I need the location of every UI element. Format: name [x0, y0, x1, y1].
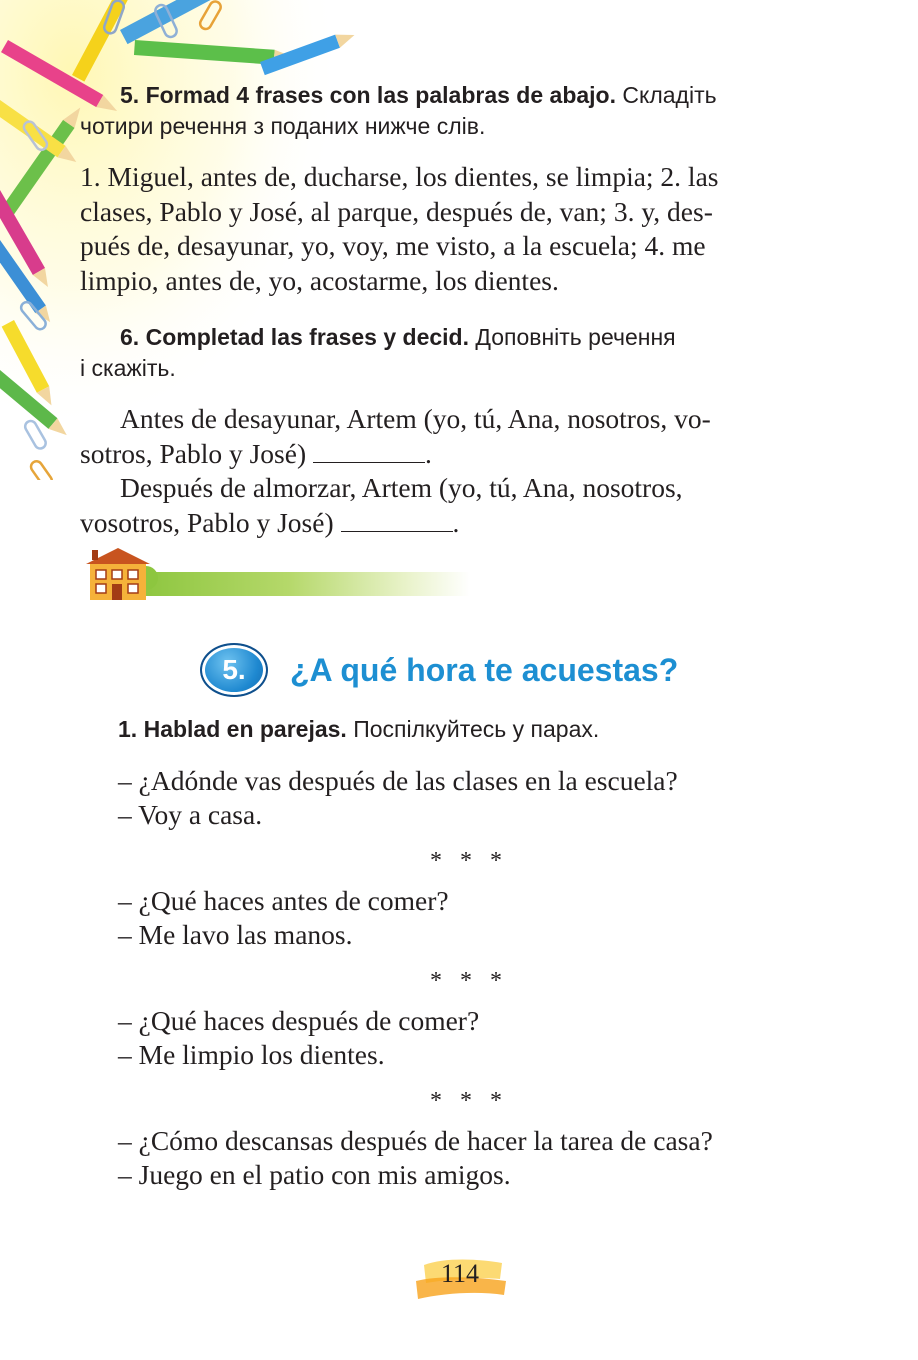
dialog-1 [118, 764, 858, 832]
task5-heading [80, 80, 844, 142]
task6-number: 6. [120, 324, 140, 350]
task6-text: sotros, Pablo y José) [80, 437, 307, 469]
dialog-answer: – Me lavo las manos. [118, 919, 353, 950]
task5-title-uk-line2: чотири речення з поданих нижче слів. [80, 113, 486, 139]
task6-paragraph-2-line2 [80, 506, 844, 541]
task6-paragraph-1-line1: Antes de desayunar, Artem (yo, tú, Ana, nosotros, vo- [120, 403, 711, 434]
dialog-separator: * * * [430, 968, 508, 994]
task6-title-uk-line2: і скажіть. [80, 355, 176, 381]
answer-blank[interactable] [313, 444, 425, 463]
task1-title-uk: Поспілкуйтесь у парах. [353, 716, 600, 742]
task6-paragraph-2-line1: Después de almorzar, Artem (yo, tú, Ana, nosotros, [120, 472, 683, 503]
page-number-area [410, 1255, 510, 1305]
dialog-separator: * * * [430, 848, 508, 874]
period: . [425, 437, 432, 469]
dialog-answer: – Me limpio los dientes. [118, 1039, 385, 1070]
task5-title-es: Formad 4 frases con las palabras de abajo. [145, 82, 616, 108]
lesson-number-badge: 5. [200, 643, 268, 697]
task5-body [80, 160, 844, 298]
dialog-2 [118, 884, 858, 952]
dialog-question: – ¿Cómo descansas después de hacer la tarea de casa? [118, 1125, 713, 1156]
task6-paragraph-1-line2 [80, 437, 844, 472]
task5-line: clases, Pablo y José, al parque, después de, van; 3. y, des- [80, 195, 713, 227]
dialog-question: – ¿Qué haces después de comer? [118, 1005, 480, 1036]
task6-body [80, 402, 844, 540]
task6-title-uk: Доповніть речення [475, 324, 676, 350]
task5-line: 1. Miguel, antes de, ducharse, los dientes, se limpia; 2. las [80, 161, 719, 192]
section-divider-bar [140, 572, 470, 596]
house-icon [82, 544, 160, 602]
dialog-question: – ¿Qué haces antes de comer? [118, 885, 449, 916]
dialog-answer: – Voy a casa. [118, 799, 263, 830]
task1-title-es: Hablad en parejas. [143, 716, 347, 742]
dialog-separator: * * * [430, 1088, 508, 1114]
task5-line: pués de, desayunar, yo, voy, me visto, a la escuela; 4. me [80, 230, 706, 261]
task1-number: 1. [118, 716, 138, 742]
dialog-question: – ¿Adónde vas después de las clases en la escuela? [118, 765, 678, 796]
task6-title-es: Completad las frases y decid. [145, 324, 469, 350]
task5-title-uk: Складіть [622, 82, 717, 108]
page-number: 114 [440, 1259, 480, 1288]
dialog-answer: – Juego en el patio con mis amigos. [118, 1159, 511, 1190]
answer-blank[interactable] [341, 513, 453, 532]
dialog-3 [118, 1004, 858, 1072]
task6-text: vosotros, Pablo y José) [80, 506, 334, 538]
dialog-4 [118, 1124, 858, 1192]
task6-heading [80, 322, 844, 384]
task5-line: limpio, antes de, yo, acostarme, los dientes. [80, 264, 559, 296]
period: . [452, 506, 460, 538]
task5-number: 5. [120, 82, 140, 108]
lesson-title [200, 645, 678, 695]
task1-heading [118, 714, 858, 745]
lesson-heading: ¿A qué hora te acuestas? [290, 651, 679, 688]
